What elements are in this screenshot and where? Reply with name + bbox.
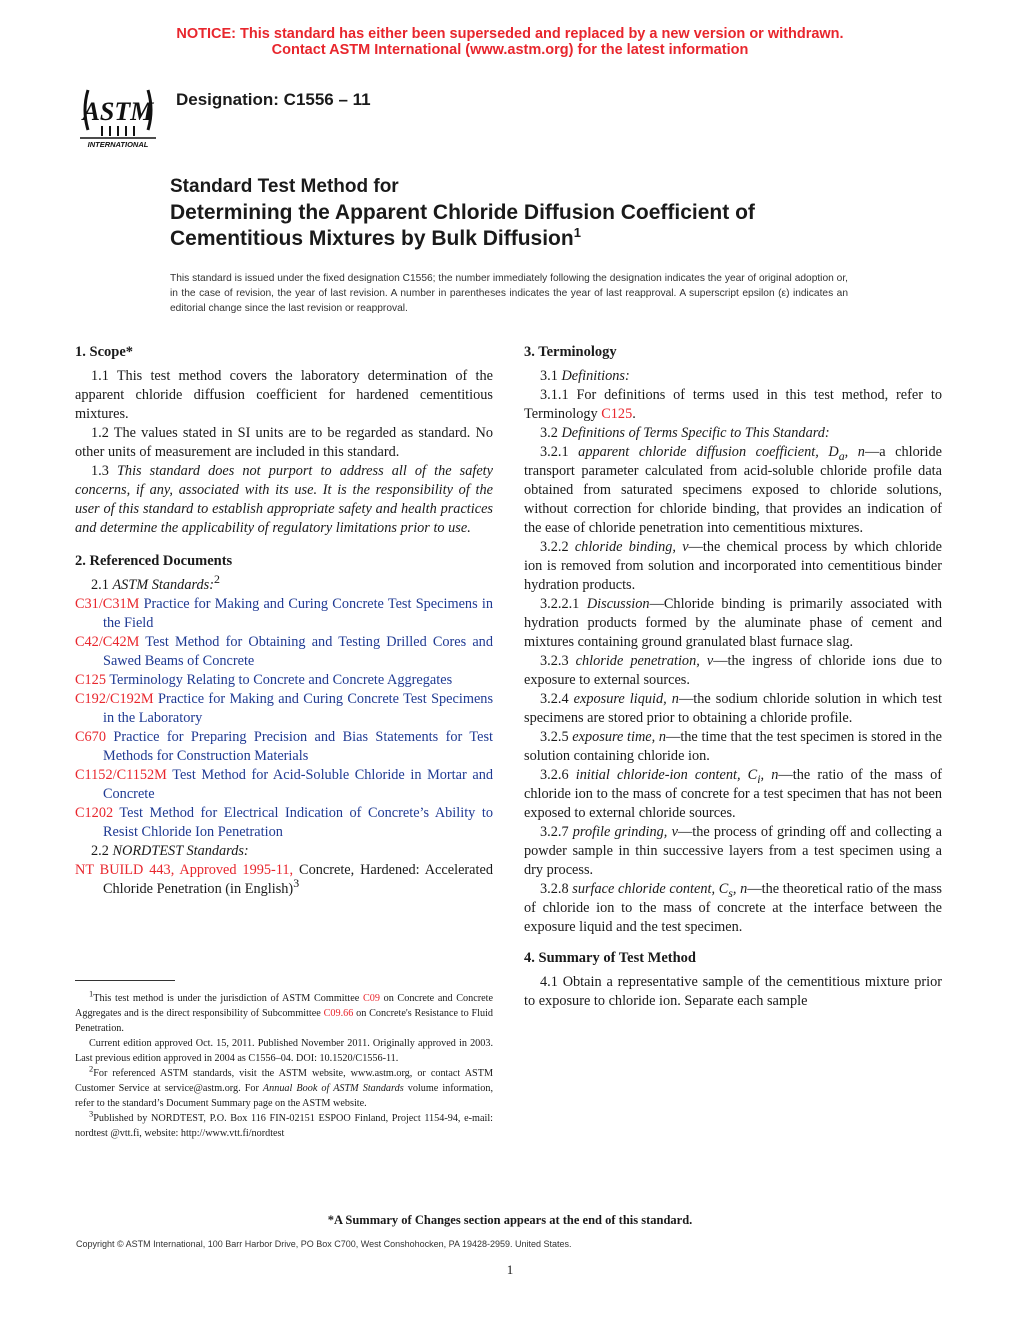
term-3-2-2 (524, 538, 942, 595)
footnote-2-mark: 2 (89, 1063, 94, 1074)
term-3-2-3-num: 3.2.3 (540, 653, 569, 669)
term-3-2-7-text: —the process of grinding off and collecting a powder sample in thin successive layers from a test specimen using a dry process. (524, 824, 942, 878)
scope-1-2: 1.2 The values stated in SI units are to be regarded as standard. No other units of measurement are included in this standard. (75, 425, 493, 460)
footnote-c0966-link[interactable]: C09.66 (323, 1008, 354, 1019)
astm-logo (74, 80, 162, 152)
footnote-2-italic: Annual Book of ASTM Standards (262, 1083, 404, 1094)
term-3-2-8-num: 3.2.8 (540, 881, 569, 897)
standard-code-link[interactable]: C1152/C1152M (75, 767, 167, 783)
standard-title-link[interactable]: Practice for Making and Curing Concrete Test Specimens in the Laboratory (103, 691, 494, 726)
intro-paragraph: This standard is issued under the fixed designation C1556; the number immediately following the designation indicates the year of original adoption or, in the case of revision, the year of last revision. A number in parentheses indicates the year of last reapproval. A superscript epsilon (ε) indicates an editorial change since the last revision or reapproval. (170, 273, 848, 314)
footnote-3-mark: 3 (89, 1108, 94, 1119)
term-3-2-5-text: —the time that the test specimen is stored in the solution containing chloride ion. (524, 729, 942, 764)
nordtest-footnote-ref[interactable]: 3 (293, 876, 300, 891)
term-3-2-4-term: exposure liquid, n (573, 691, 679, 707)
astm-standards-num: 2.1 (91, 577, 109, 593)
footnote-2-b: volume information, refer to the standard’s Document Summary page on the ASTM website. (75, 1083, 493, 1109)
nordtest-link[interactable]: NT BUILD 443, Approved 1995-11, (75, 862, 294, 878)
term-3-2-4 (524, 690, 942, 728)
term-3-2-2-term: chloride binding, v (574, 539, 689, 555)
term-3-2-2-1-text: —Chloride binding is primarily associated with hydration products formed by the aluminate phase of cement and mixtures containing ground granulated blast furnace slag. (524, 596, 942, 650)
nordtest-num: 2.2 (91, 843, 109, 859)
title-line-1: Standard Test Method for (170, 176, 399, 197)
summary-of-changes-note: *A Summary of Changes section appears at the end of this standard. (327, 1213, 693, 1227)
term-3-1-label: Definitions: (561, 368, 630, 384)
nordtest-text: NORDTEST Standards: (112, 843, 249, 859)
referenced-standard-item (75, 671, 493, 690)
term-3-2-6-num: 3.2.6 (540, 767, 569, 783)
term-3-2-2-1-term: Discussion (586, 596, 650, 612)
term-3-2-5-num: 3.2.5 (540, 729, 569, 745)
designation: Designation: C1556 – 11 (176, 90, 371, 109)
standard-code-link[interactable]: C42/C42M (75, 634, 140, 650)
scope-1-1: 1.1 This test method covers the laboratory determination of the apparent chloride diffusion coefficient for hardened cementitious mixtures. (75, 368, 493, 422)
term-3-2-2-text: —the chemical process by which chloride ion is removed from solution and incorporated into cementitious binder hydration products. (524, 539, 943, 593)
term-3-2-7-num: 3.2.7 (540, 824, 569, 840)
term-3-2-8-sub: s (728, 885, 733, 900)
term-3-2-1-text: —a chloride transport parameter calculated from acid-soluble chloride profile data obtained from saturated specimens exposed to chloride solutions, without correction for chloride binding, that provides an indication of the ease of chloride penetration into cementitious mixtures. (524, 444, 942, 536)
footnote-1-b: on Concrete and Concrete Aggregates and is the direct responsibility of Subcommittee (75, 993, 493, 1019)
logo-text: ASTM (82, 97, 154, 126)
scope-1-3 (75, 462, 493, 538)
scope-heading: 1. Scope* (75, 344, 133, 360)
footnote-1-c: on Concrete's Resistance to Fluid Penetration. (75, 1008, 494, 1034)
term-3-2-3 (524, 652, 942, 690)
term-3-2-1-sub: a (838, 448, 845, 463)
footnote-3-text: Published by NORDTEST, P.O. Box 116 FIN-02151 ESPOO Finland, Project 1154-94, e-mail: nordtest @vtt.fi, website: http://www.vtt.fi/nordtest (75, 1113, 493, 1139)
refdocs-heading: 2. Referenced Documents (75, 553, 233, 569)
term-3-2-1-pos: , n (844, 444, 865, 460)
copyright: Copyright © ASTM International, 100 Barr Harbor Drive, PO Box C700, West Conshohocken, PA 19428-2959. United States. (76, 1239, 572, 1249)
term-3-2-3-term: chloride penetration, v (575, 653, 714, 669)
nordtest-item (75, 861, 493, 899)
term-3-2-2-1-num: 3.2.2.1 (540, 596, 580, 612)
referenced-standard-item (75, 728, 493, 766)
term-3-2 (524, 424, 942, 443)
term-3-2-5-term: exposure time, n (572, 729, 667, 745)
standard-code-link[interactable]: C192/C192M (75, 691, 154, 707)
scope-1-3-text: This standard does not purport to address all of the safety concerns, if any, associated with its use. It is the responsibility of the user of this standard to establish appropriate safety and health practices and determine the applicability of regulatory limitations prior to use. (75, 463, 493, 536)
term-3-2-2-1 (524, 595, 942, 652)
term-3-1-1 (524, 386, 942, 424)
term-3-2-1-num: 3.2.1 (540, 444, 569, 460)
terminology-heading: 3. Terminology (524, 344, 617, 360)
standard-code-link[interactable]: C125 (75, 672, 106, 688)
standard-title-link[interactable]: Practice for Making and Curing Concrete Test Specimens in the Field (103, 596, 493, 631)
standard-code-link[interactable]: C1202 (75, 805, 114, 821)
term-3-2-8-term: surface chloride content, C (572, 881, 729, 897)
footnote-2-a: For referenced ASTM standards, visit the ASTM website, www.astm.org, or contact ASTM Customer Service at service@astm.org. For (75, 1068, 493, 1094)
term-3-2-8 (524, 880, 942, 937)
scope-1-3-num: 1.3 (91, 463, 109, 479)
logo-subtext: INTERNATIONAL (87, 140, 149, 149)
term-3-2-3-text: —the ingress of chloride ions due to exposure to external sources. (524, 653, 942, 688)
astm-standards-label (75, 572, 493, 595)
term-3-2-5 (524, 728, 942, 766)
footnote-1 (75, 988, 494, 1036)
title-footnote-ref[interactable]: 1 (573, 225, 581, 240)
title-main (170, 200, 870, 252)
summary-method-heading: 4. Summary of Test Method (524, 950, 696, 966)
term-3-1-1-text: 3.1.1 For definitions of terms used in this test method, refer to Terminology (524, 387, 942, 422)
footnote-1-edition: Current edition approved Oct. 15, 2011. Published November 2011. Originally approved in 2003. Last previous edition approved in 2004 as C1556–04. DOI: 10.1520/C1556-11. (75, 1038, 493, 1064)
term-3-2-6-sub: i (757, 771, 761, 786)
standard-title-link[interactable]: Test Method for Obtaining and Testing Drilled Cores and Sawed Beams of Concrete (103, 634, 493, 669)
referenced-standards-list (75, 595, 493, 842)
term-3-2-6 (524, 766, 942, 823)
astm-standards-text: ASTM Standards: (112, 577, 214, 593)
term-3-2-4-num: 3.2.4 (540, 691, 569, 707)
page-number: 1 (506, 1262, 514, 1277)
footnote-1-mark: 1 (89, 988, 94, 999)
withdrawal-notice (0, 26, 1020, 58)
standard-title-link[interactable]: Practice for Preparing Precision and Bias Statements for Test Methods for Construction Materials (103, 729, 494, 764)
footnote-divider (75, 980, 175, 981)
notice-line-1: NOTICE: This standard has either been superseded and replaced by a new version or withdrawn. (176, 26, 844, 42)
standard-title-link[interactable]: Test Method for Electrical Indication of Concrete’s Ability to Resist Chloride Ion Penetration (103, 805, 493, 840)
standard-code-link[interactable]: C670 (75, 729, 106, 745)
term-3-2-8-pos: , n (732, 881, 748, 897)
term-3-2-6-pos: , n (760, 767, 779, 783)
astm-logo-icon (74, 80, 162, 152)
footnote-c09-link[interactable]: C09 (362, 993, 380, 1004)
footnote-3 (75, 1108, 493, 1141)
term-3-2-1-term: apparent chloride diffusion coefficient, D (578, 444, 839, 460)
astm-footnote-ref[interactable]: 2 (214, 572, 220, 587)
title-line-2: Determining the Apparent Chloride Diffusion Coefficient of (170, 201, 755, 224)
summary-4-1: 4.1 Obtain a representative sample of the cementitious mixture prior to exposure to chloride ion. Separate each sample (524, 974, 942, 1009)
nordtest-standards-label (75, 842, 493, 861)
nordtest-title: Concrete, Hardened: Accelerated Chloride Penetration (in English) (103, 862, 493, 897)
referenced-standard-item (75, 766, 493, 804)
referenced-standard-item (75, 633, 493, 671)
standard-title-link[interactable]: Terminology Relating to Concrete and Concrete Aggregates (109, 672, 453, 688)
footnote-2 (75, 1063, 493, 1111)
title-line-3: Cementitious Mixtures by Bulk Diffusion (170, 227, 574, 250)
standard-code-link[interactable]: C31/C31M (75, 596, 140, 612)
c125-link[interactable]: C125 (601, 406, 633, 422)
referenced-standard-item (75, 804, 493, 842)
term-3-2-6-term: initial chloride-ion content, C (575, 767, 758, 783)
right-column (524, 343, 942, 1011)
term-3-2-7 (524, 823, 942, 880)
referenced-standard-item (75, 690, 493, 728)
standard-title-link[interactable]: Test Method for Acid-Soluble Chloride in Mortar and Concrete (103, 767, 493, 802)
term-3-2-2-num: 3.2.2 (540, 539, 569, 555)
footnotes (75, 988, 494, 1141)
term-3-1-num: 3.1 (540, 368, 558, 384)
term-3-2-num: 3.2 (540, 425, 558, 441)
term-3-1 (524, 367, 942, 386)
term-3-2-8-text: —the theoretical ratio of the mass of chloride ion to the mass of concrete at the interface between the exposure liquid and the test specimen. (524, 881, 942, 935)
term-3-1-1-end: . (632, 406, 636, 422)
left-column (75, 343, 493, 899)
term-3-2-4-text: —the sodium chloride solution in which test specimens are stored prior to obtaining a chloride profile. (524, 691, 943, 726)
term-3-2-7-term: profile grinding, v (572, 824, 678, 840)
footnote-1-a: This test method is under the jurisdiction of ASTM Committee (93, 993, 360, 1004)
term-3-2-6-text: —the ratio of the mass of chloride ion to the mass of concrete for a test specimen that has not been exposed to external chloride sources. (524, 767, 943, 821)
term-3-2-1 (524, 443, 942, 538)
term-3-2-label: Definitions of Terms Specific to This Standard: (561, 425, 830, 441)
referenced-standard-item (75, 595, 493, 633)
notice-line-2: Contact ASTM International (www.astm.org) for the latest information (271, 42, 749, 58)
